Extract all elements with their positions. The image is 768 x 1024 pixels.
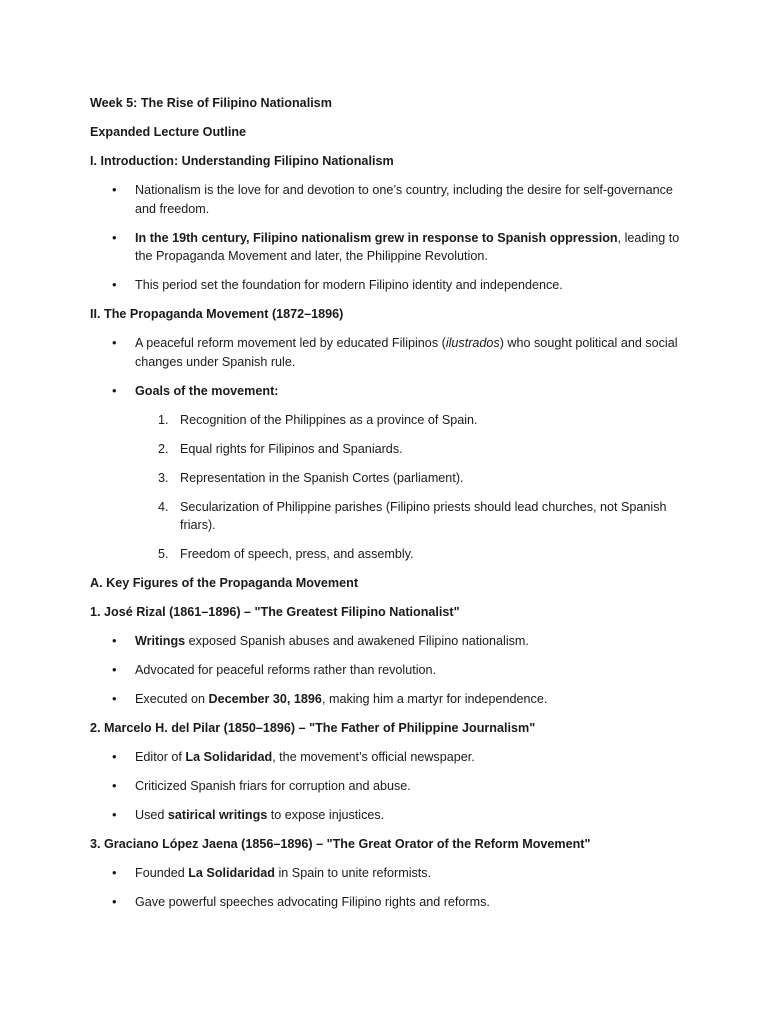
item-text: Recognition of the Philippines as a province of Spain. [180, 412, 478, 427]
document-subtitle: Expanded Lecture Outline [90, 125, 247, 139]
list-item [90, 661, 690, 680]
bullet-icon: • [112, 749, 117, 764]
numbered-item [90, 469, 690, 488]
document-page [90, 94, 690, 912]
bullet-italic-text: ilustrados [445, 336, 500, 350]
numbered-item [90, 440, 690, 459]
list-item [90, 893, 690, 912]
bullet-icon: • [112, 778, 117, 793]
bullet-icon: • [112, 894, 117, 909]
bullet-text: in Spain to unite reformists. [275, 866, 432, 880]
bullet-text: exposed Spanish abuses and awakened Filipino nationalism. [185, 634, 529, 648]
list-item [90, 229, 690, 266]
bullet-icon: • [112, 633, 117, 648]
key-figures-heading: A. Key Figures of the Propaganda Movement [90, 576, 359, 590]
bullet-icon: • [112, 229, 117, 245]
goals-label: Goals of the movement: [135, 383, 279, 398]
bullet-text: , leading to the Propaganda Movement and later, the Philippine Revolution. [135, 230, 680, 263]
bullet-bold-text: December 30, 1896 [208, 692, 322, 706]
bullet-bold-text: satirical writings [167, 808, 268, 822]
list-item [90, 334, 690, 371]
item-text: Freedom of speech, press, and assembly. [180, 547, 414, 561]
numbered-item [90, 411, 690, 430]
item-text: Representation in the Spanish Cortes (parliament). [180, 470, 464, 485]
bullet-bold-text: In the 19th century, Filipino nationalism grew in response to Spanish oppression [135, 230, 618, 245]
bullet-icon: • [112, 691, 117, 706]
bullet-text: Gave powerful speeches advocating Filipino rights and reforms. [135, 895, 490, 909]
bullet-text: Advocated for peaceful reforms rather than revolution. [135, 663, 437, 677]
list-item [90, 777, 690, 796]
bullet-icon: • [112, 382, 117, 398]
bullet-bold-text: La Solidaridad [188, 866, 275, 880]
list-item [90, 806, 690, 825]
section-1-heading: I. Introduction: Understanding Filipino Nationalism [90, 154, 394, 168]
bullet-icon: • [112, 807, 117, 822]
bullet-text: , the movement’s official newspaper. [272, 750, 475, 764]
list-item [90, 276, 690, 295]
list-item [90, 382, 690, 401]
bullet-text: Editor of [135, 750, 186, 764]
jaena-heading: 3. Graciano López Jaena (1856–1896) – "The Great Orator of the Reform Movement" [90, 837, 591, 851]
numbered-item [90, 545, 690, 564]
list-item [90, 748, 690, 767]
item-number: 4. [158, 499, 169, 514]
bullet-bold-text: Writings [135, 634, 186, 648]
bullet-text: to expose injustices. [267, 808, 385, 822]
bullet-text: A peaceful reform movement led by educated Filipinos ( [135, 336, 446, 350]
item-number: 3. [158, 470, 169, 485]
del-pilar-heading: 2. Marcelo H. del Pilar (1850–1896) – "The Father of Philippine Journalism" [90, 721, 536, 735]
list-item [90, 690, 690, 709]
numbered-item [90, 498, 690, 535]
bullet-bold-text: La Solidaridad [185, 750, 273, 764]
list-item [90, 632, 690, 651]
bullet-text: Executed on [135, 692, 209, 706]
item-text: Equal rights for Filipinos and Spaniards. [180, 441, 403, 456]
list-item [90, 864, 690, 883]
bullet-text: Nationalism is the love for and devotion to one’s country, including the desire for self-governance and freedom. [135, 183, 673, 216]
bullet-icon: • [112, 277, 117, 292]
item-number: 1. [158, 412, 169, 427]
bullet-icon: • [112, 662, 117, 677]
bullet-icon: • [112, 335, 117, 350]
bullet-text: ) who sought political and social changes under Spanish rule. [135, 336, 678, 369]
rizal-heading: 1. José Rizal (1861–1896) – "The Greatest Filipino Nationalist" [90, 605, 460, 619]
bullet-text: This period set the foundation for modern Filipino identity and independence. [135, 278, 563, 292]
item-text: Secularization of Philippine parishes (Filipino priests should lead churches, not Spanish friars). [180, 499, 667, 532]
bullet-text: Founded [135, 866, 189, 880]
list-item [90, 181, 690, 218]
bullet-icon: • [112, 182, 117, 197]
section-2-heading: II. The Propaganda Movement (1872–1896) [90, 307, 344, 321]
bullet-text: , making him a martyr for independence. [321, 692, 548, 706]
bullet-icon: • [112, 865, 117, 880]
item-number: 5. [158, 547, 169, 561]
item-number: 2. [158, 441, 169, 456]
bullet-text: Criticized Spanish friars for corruption and abuse. [135, 779, 411, 793]
document-title: Week 5: The Rise of Filipino Nationalism [90, 96, 332, 110]
bullet-text: Used [135, 808, 168, 822]
